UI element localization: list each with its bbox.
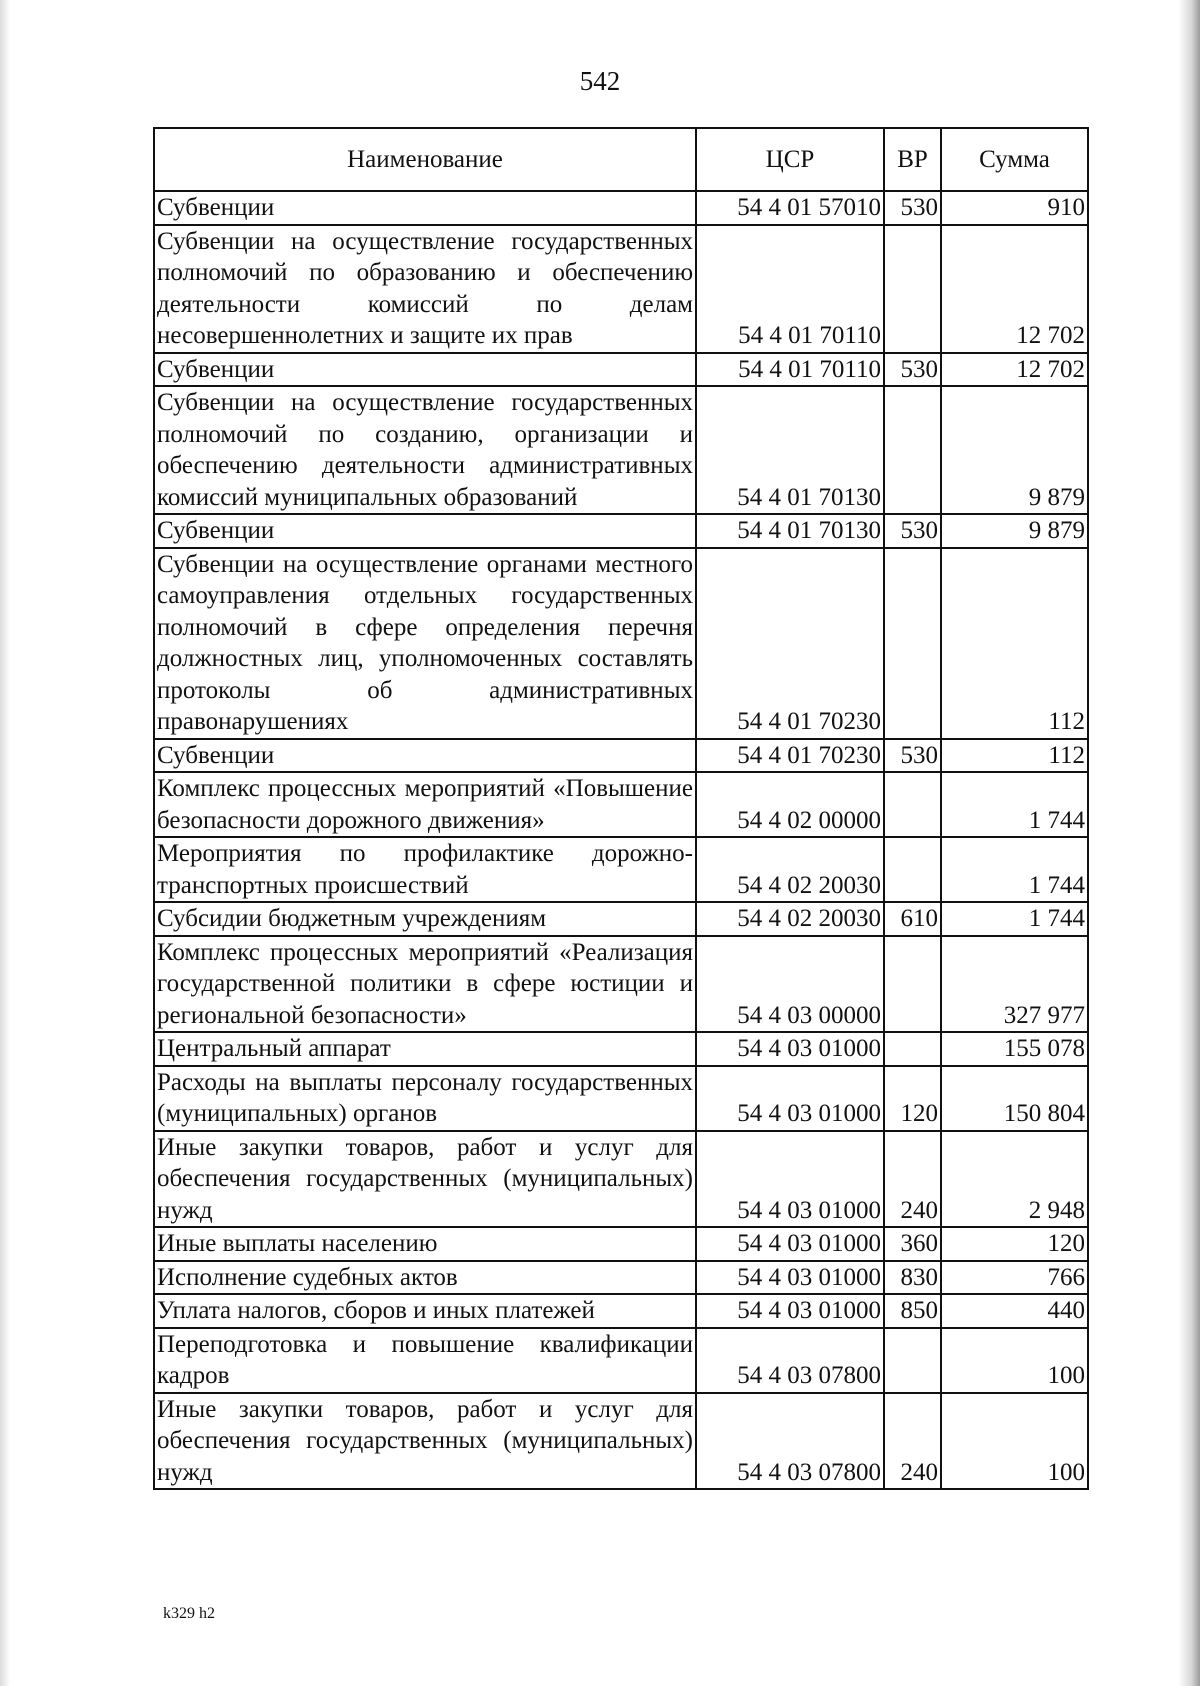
page-number: 542 [579, 66, 621, 96]
cell-sum: 100 [941, 1393, 1088, 1490]
table-row [154, 772, 1088, 837]
cell-vr: 120 [884, 1066, 941, 1131]
cell-name: Субвенции [154, 353, 696, 387]
cell-sum: 1 744 [941, 837, 1088, 902]
cell-csr: 54 4 02 20030 [696, 837, 884, 902]
cell-csr: 54 4 03 01000 [696, 1294, 884, 1328]
table-row [154, 514, 1088, 548]
cell-name: Иные выплаты населению [154, 1227, 696, 1261]
cell-vr: 240 [884, 1393, 941, 1490]
cell-sum: 327 977 [941, 936, 1088, 1033]
cell-vr [884, 837, 941, 902]
cell-vr: 830 [884, 1261, 941, 1295]
budget-table [153, 127, 1089, 1490]
cell-name: Субвенции [154, 739, 696, 773]
table-row [154, 386, 1088, 514]
cell-sum: 155 078 [941, 1032, 1088, 1066]
table-row [154, 191, 1088, 225]
cell-vr: 610 [884, 902, 941, 936]
cell-vr: 530 [884, 353, 941, 387]
cell-csr: 54 4 03 01000 [696, 1032, 884, 1066]
cell-sum: 150 804 [941, 1066, 1088, 1131]
cell-vr: 530 [884, 191, 941, 225]
cell-name: Субвенции [154, 191, 696, 225]
cell-sum: 120 [941, 1227, 1088, 1261]
header-vr: ВР [884, 128, 941, 191]
cell-name: Субвенции на осуществление государственных полномочий по созданию, организации и обеспечению деятельности административных комиссий муниципальных образований [154, 386, 696, 514]
cell-sum: 1 744 [941, 902, 1088, 936]
cell-name: Субсидии бюджетным учреждениям [154, 902, 696, 936]
footer-code: k329 h2 [163, 1605, 215, 1622]
table-row [154, 1032, 1088, 1066]
cell-sum: 12 702 [941, 353, 1088, 387]
cell-csr: 54 4 01 70130 [696, 386, 884, 514]
cell-vr [884, 1328, 941, 1393]
cell-name: Комплекс процессных мероприятий «Повышение безопасности дорожного движения» [154, 772, 696, 837]
cell-name: Иные закупки товаров, работ и услуг для обеспечения государственных (муниципальных) нужд [154, 1131, 696, 1228]
cell-name: Уплата налогов, сборов и иных платежей [154, 1294, 696, 1328]
cell-csr: 54 4 03 07800 [696, 1393, 884, 1490]
cell-sum: 9 879 [941, 514, 1088, 548]
cell-csr: 54 4 03 01000 [696, 1131, 884, 1228]
scan-edge-right [1178, 0, 1200, 1686]
cell-vr: 850 [884, 1294, 941, 1328]
table-row [154, 936, 1088, 1033]
header-name: Наименование [154, 128, 696, 191]
table-row [154, 739, 1088, 773]
cell-vr: 530 [884, 514, 941, 548]
cell-vr [884, 548, 941, 739]
cell-name: Переподготовка и повышение квалификации кадров [154, 1328, 696, 1393]
cell-vr [884, 936, 941, 1033]
cell-sum: 9 879 [941, 386, 1088, 514]
cell-csr: 54 4 01 70130 [696, 514, 884, 548]
table-row [154, 1393, 1088, 1490]
cell-sum: 12 702 [941, 225, 1088, 353]
cell-sum: 112 [941, 739, 1088, 773]
table-row [154, 1328, 1088, 1393]
cell-name: Субвенции [154, 514, 696, 548]
cell-name: Субвенции на осуществление государственных полномочий по образованию и обеспечению деятельности комиссий по делам несовершеннолетних и защите их прав [154, 225, 696, 353]
header-csr: ЦСР [696, 128, 884, 191]
cell-name: Комплекс процессных мероприятий «Реализация государственной политики в сфере юстиции и региональной безопасности» [154, 936, 696, 1033]
cell-csr: 54 4 01 70110 [696, 353, 884, 387]
cell-vr [884, 772, 941, 837]
cell-sum: 766 [941, 1261, 1088, 1295]
cell-sum: 910 [941, 191, 1088, 225]
cell-name: Субвенции на осуществление органами местного самоуправления отдельных государственных полномочий в сфере определения перечня должностных лиц, уполномоченных составлять протоколы об административных правонарушениях [154, 548, 696, 739]
cell-csr: 54 4 03 00000 [696, 936, 884, 1033]
cell-csr: 54 4 02 00000 [696, 772, 884, 837]
cell-name: Расходы на выплаты персоналу государственных (муниципальных) органов [154, 1066, 696, 1131]
cell-sum: 100 [941, 1328, 1088, 1393]
table-row [154, 353, 1088, 387]
cell-vr [884, 225, 941, 353]
table-row [154, 1261, 1088, 1295]
header-row [154, 128, 1088, 191]
cell-sum: 440 [941, 1294, 1088, 1328]
cell-csr: 54 4 03 07800 [696, 1328, 884, 1393]
table-row [154, 225, 1088, 353]
cell-vr: 530 [884, 739, 941, 773]
scan-edge-left [0, 0, 10, 1686]
cell-name: Мероприятия по профилактике дорожно-транспортных происшествий [154, 837, 696, 902]
cell-vr: 360 [884, 1227, 941, 1261]
cell-name: Иные закупки товаров, работ и услуг для обеспечения государственных (муниципальных) нужд [154, 1393, 696, 1490]
cell-sum: 2 948 [941, 1131, 1088, 1228]
cell-csr: 54 4 01 70230 [696, 739, 884, 773]
cell-csr: 54 4 01 70110 [696, 225, 884, 353]
cell-sum: 1 744 [941, 772, 1088, 837]
table-row [154, 1227, 1088, 1261]
cell-csr: 54 4 03 01000 [696, 1261, 884, 1295]
cell-csr: 54 4 01 57010 [696, 191, 884, 225]
table-row [154, 902, 1088, 936]
table-header [154, 128, 1088, 191]
table-row [154, 548, 1088, 739]
table-row [154, 1294, 1088, 1328]
cell-csr: 54 4 03 01000 [696, 1227, 884, 1261]
cell-name: Исполнение судебных актов [154, 1261, 696, 1295]
table-row [154, 837, 1088, 902]
table-body [154, 191, 1088, 1489]
cell-csr: 54 4 03 01000 [696, 1066, 884, 1131]
cell-vr: 240 [884, 1131, 941, 1228]
cell-vr [884, 1032, 941, 1066]
table-row [154, 1131, 1088, 1228]
cell-sum: 112 [941, 548, 1088, 739]
cell-name: Центральный аппарат [154, 1032, 696, 1066]
cell-csr: 54 4 02 20030 [696, 902, 884, 936]
table-row [154, 1066, 1088, 1131]
cell-vr [884, 386, 941, 514]
cell-csr: 54 4 01 70230 [696, 548, 884, 739]
header-sum: Сумма [941, 128, 1088, 191]
